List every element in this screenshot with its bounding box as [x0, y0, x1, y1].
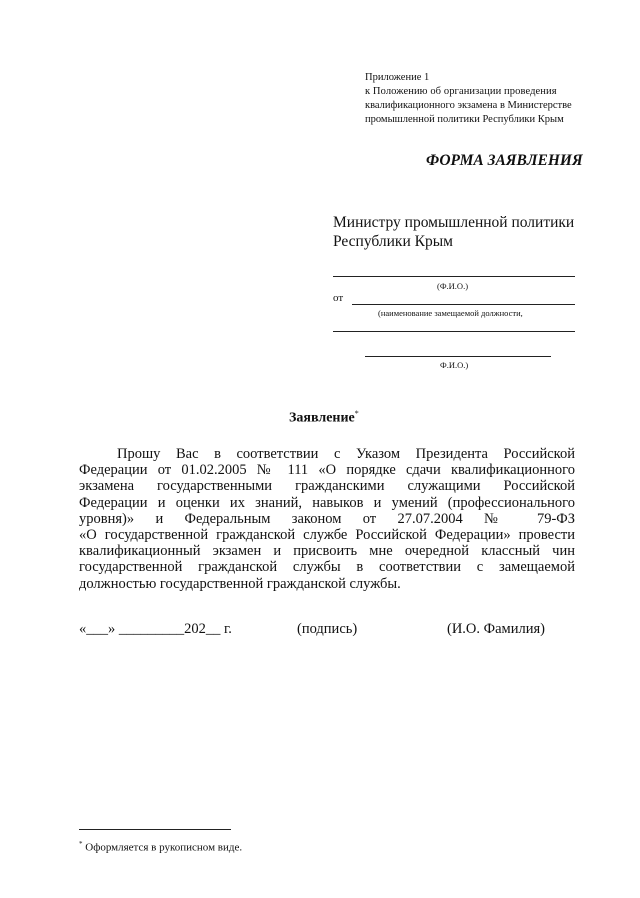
fio-caption: (Ф.И.О.): [437, 281, 469, 291]
paragraph-line: Федерации от 01.02.2005 № 111 «О порядке сдачи квалификационного: [79, 462, 575, 479]
addressee-line-1: Министру промышленной политики: [333, 214, 575, 231]
addressee-line-2: Республики Крым: [333, 233, 453, 250]
footnote-text: Оформляется в рукописном виде.: [82, 841, 243, 854]
paragraph-line: Федерации и оценки их знаний, навыков и умений (профессионального: [79, 494, 575, 511]
footnote-separator: [79, 829, 231, 830]
footnote: [79, 840, 242, 854]
position-blank-line-2: [333, 331, 575, 332]
heading-title: Заявление: [289, 410, 355, 426]
paragraph-line: квалификационный экзамен и присвоить мне очередной классный чин: [79, 543, 575, 560]
footnote-mark: *: [79, 840, 83, 848]
addressee: [333, 213, 574, 251]
name-field: (И.О. Фамилия): [447, 621, 545, 637]
paragraph-line: экзамена государственными гражданскими служащими Российской: [79, 478, 575, 495]
appendix-line: Приложение 1: [365, 72, 430, 83]
heading-footnote-mark: *: [354, 409, 359, 418]
position-blank-line: [352, 304, 575, 305]
paragraph-line: должностью государственной гражданской службы.: [79, 575, 401, 592]
position-caption: (наименование замещаемой должности,: [378, 308, 523, 318]
fio-caption-2: Ф.И.О.): [440, 360, 469, 370]
appendix-line: квалификационного экзамена в Министерстве: [365, 100, 572, 111]
request-paragraph: [79, 446, 575, 592]
fio-blank-line: [333, 276, 575, 277]
appendix-line: к Положению об организации проведения: [365, 86, 557, 97]
paragraph-line: уровня)» и Федеральным законом от 27.07.2004 № 79-ФЗ: [79, 510, 575, 527]
from-label: от: [333, 292, 344, 304]
date-field: «___» _________202__ г.: [79, 621, 232, 637]
appendix-note: [365, 71, 572, 127]
signature-field: (подпись): [297, 621, 358, 637]
paragraph-line: Прошу Вас в соответствии с Указом Президента Российской: [117, 446, 575, 462]
form-title: ФОРМА ЗАЯВЛЕНИЯ: [426, 152, 583, 169]
appendix-line: промышленной политики Республики Крым: [365, 114, 564, 125]
paragraph-line: «О государственной гражданской службе Российской Федерации» провести: [79, 526, 575, 543]
fio-blank-line-2: [365, 356, 551, 357]
paragraph-line: государственной гражданской службы в соответствии с замещаемой: [79, 559, 575, 576]
document-heading: [289, 409, 359, 427]
